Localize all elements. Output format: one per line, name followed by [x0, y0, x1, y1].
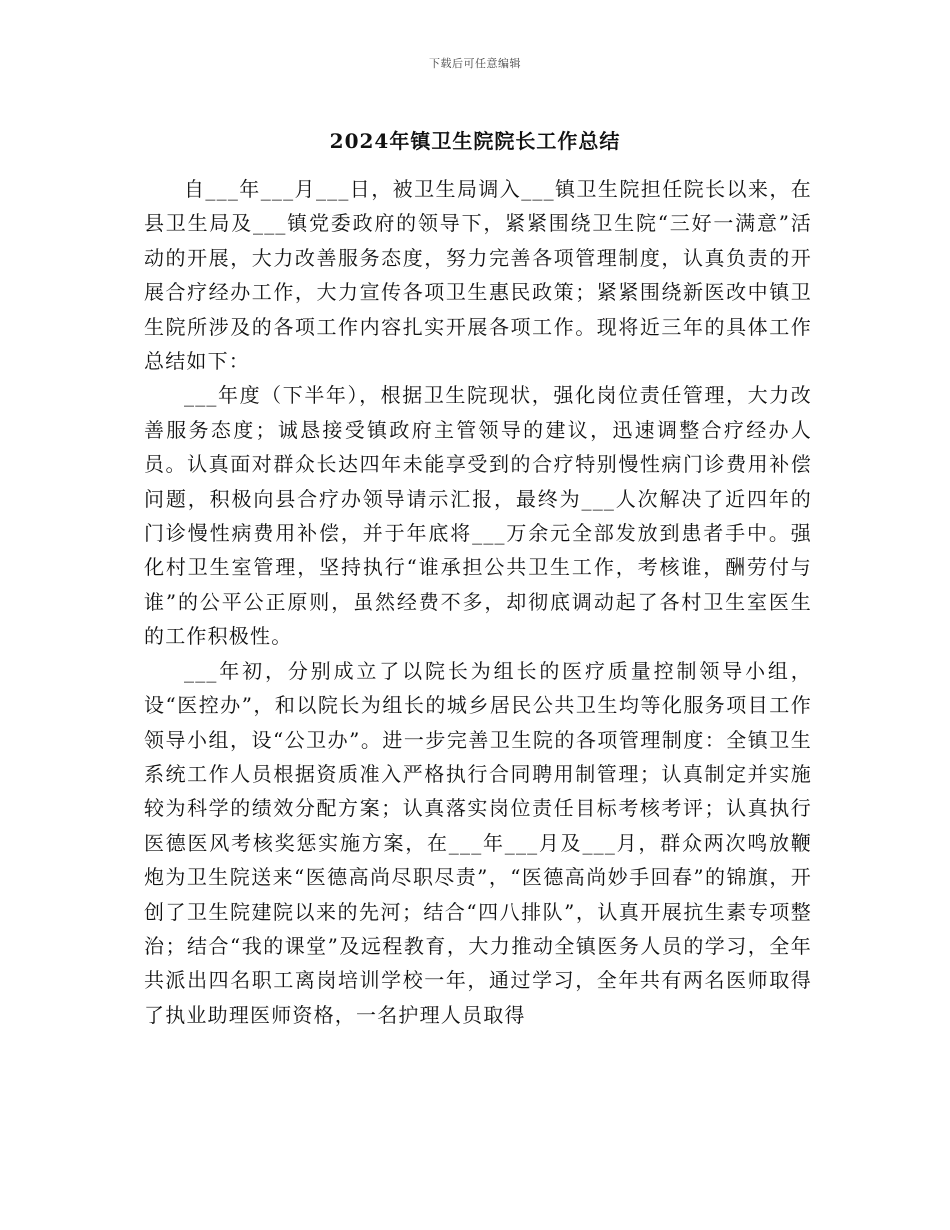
paragraph-intro: 自___年___月___日，被卫生局调入___镇卫生院担任院长以来，在县卫生局及___镇党委政府的领导下，紧紧围绕卫生院“三好一满意”活动的开展，大力改善服务态度，努力完善各项管理制度，认真负责的开展合疗经办工作，大力宣传各项卫生惠民政策；紧紧围绕新医改中镇卫生院所涉及的各项工作内容扎实开展各项工作。现将近三年的具体工作总结如下： [144, 177, 812, 374]
document-body [144, 172, 812, 1032]
header-note: 下载后可任意编辑 [429, 57, 521, 70]
paragraph-second-year: ___年初，分别成立了以院长为组长的医疗质量控制领导小组，设“医控办”，和以院长为组长的城乡居民公共卫生均等化服务项目工作领导小组，设“公卫办”。进一步完善卫生院的各项管理制度：全镇卫生系统工作人员根据资质准入严格执行合同聘用制管理；认真制定并实施较为科学的绩效分配方案；认真落实岗位责任目标考核考评；认真执行医德医风考核奖惩实施方案，在___年___月及___月，群众两次鸣放鞭炮为卫生院送来“医德高尚尽职尽责”，“医德高尚妙手回春”的锦旗，开创了卫生院建院以来的先河；结合“四八排队”，认真开展抗生素专项整治；结合“我的课堂”及远程教育，大力推动全镇医务人员的学习，全年共派出四名职工离岗培训学校一年，通过学习，全年共有两名医师取得了执业助理医师资格，一名护理人员取得 [144, 658, 812, 1027]
document-title: 2024年镇卫生院院长工作总结 [329, 129, 621, 153]
paragraph-first-year: ___年度（下半年），根据卫生院现状，强化岗位责任管理，大力改善服务态度；诚恳接受镇政府主管领导的建议，迅速调整合疗经办人员。认真面对群众长达四年未能享受到的合疗特别慢性病门诊费用补偿问题，积极向县合疗办领导请示汇报，最终为___人次解决了近四年的门诊慢性病费用补偿，并于年底将___万余元全部发放到患者手中。强化村卫生室管理，坚持执行“谁承担公共卫生工作，考核谁，酬劳付与谁”的公平公正原则，虽然经费不多，却彻底调动起了各村卫生室医生的工作积极性。 [144, 383, 812, 649]
